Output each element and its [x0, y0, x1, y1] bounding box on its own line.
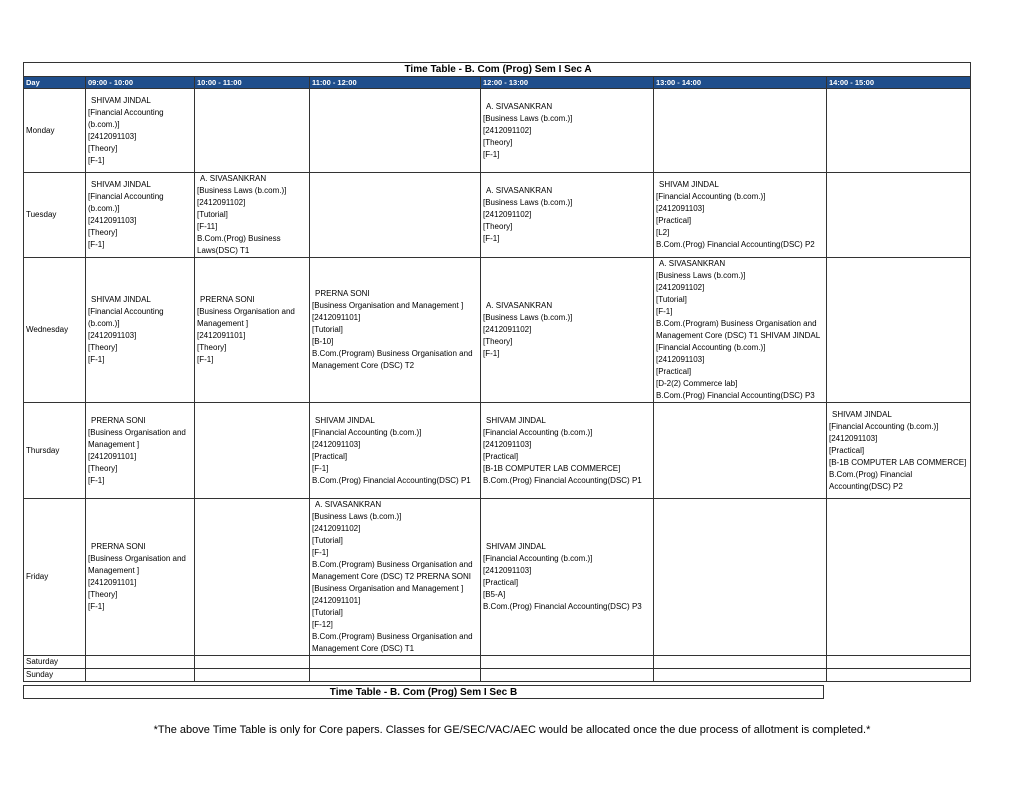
- slot-line: [F-1]: [88, 155, 105, 165]
- slot-line: [Business Organisation and Management ]: [312, 301, 464, 310]
- class-slot: [310, 656, 481, 669]
- slot-line: SHIVAM JINDAL: [315, 415, 375, 425]
- slot-line: [F-1]: [197, 355, 214, 364]
- column-header: 11:00 - 12:00: [310, 77, 481, 89]
- class-slot: [481, 669, 654, 682]
- slot-line: [Business Organisation and Management ]: [312, 584, 464, 593]
- slot-line: A. SIVASANKRAN: [486, 101, 553, 111]
- day-label: Thursday: [24, 403, 86, 499]
- slot-line: SHIVAM JINDAL: [91, 95, 151, 105]
- class-slot: [654, 258, 827, 403]
- slot-line: A. SIVASANKRAN: [200, 174, 267, 183]
- column-header: 13:00 - 14:00: [654, 77, 827, 89]
- class-slot: [654, 669, 827, 682]
- class-slot: [654, 173, 827, 258]
- slot-line: [F-1]: [483, 349, 500, 358]
- slot-line: [Financial Accounting (b.com.)]: [656, 343, 766, 352]
- day-label: Tuesday: [24, 173, 86, 258]
- slot-line: PRERNA SONI: [91, 542, 146, 551]
- slot-line: [Financial Accounting: [88, 192, 164, 201]
- column-header: 14:00 - 15:00: [827, 77, 971, 89]
- slot-line: [2412091102]: [483, 125, 532, 135]
- class-slot: [310, 89, 481, 173]
- slot-line: [2412091103]: [829, 433, 878, 443]
- slot-line: [2412091102]: [312, 524, 361, 533]
- slot-line: [Practical]: [656, 367, 692, 376]
- slot-line: SHIVAM JINDAL: [486, 415, 546, 425]
- column-header: 09:00 - 10:00: [86, 77, 195, 89]
- class-slot: [195, 173, 310, 258]
- slot-line: B.Com.(Prog) Financial Accounting(DSC) P3: [656, 391, 815, 400]
- slot-line: [2412091103]: [483, 566, 532, 575]
- slot-line: A. SIVASANKRAN: [486, 186, 553, 195]
- day-row: [24, 656, 971, 669]
- class-slot: [310, 499, 481, 656]
- slot-line: [D-2(2) Commerce lab]: [656, 379, 738, 388]
- class-slot: [654, 89, 827, 173]
- slot-line: SHIVAM JINDAL: [91, 180, 151, 189]
- slot-line: (b.com.)]: [88, 319, 120, 328]
- slot-line: [F-1]: [312, 548, 329, 557]
- slot-line: Management Core (DSC) T1: [312, 644, 415, 653]
- slot-line: [F-1]: [656, 307, 673, 316]
- slot-line: [2412091101]: [197, 331, 246, 340]
- footnote: *The above Time Table is only for Core papers. Classes for GE/SEC/VAC/AEC would be allocated once the due process of allotment is completed.*: [153, 724, 871, 736]
- slot-line: [Business Laws (b.com.)]: [483, 198, 573, 207]
- slot-line: [Business Laws (b.com.)]: [656, 271, 746, 280]
- class-slot: [827, 656, 971, 669]
- day-row: [24, 173, 971, 258]
- class-slot: [827, 669, 971, 682]
- day-label: Friday: [24, 499, 86, 656]
- class-slot: [195, 258, 310, 403]
- slot-line: B.Com.(Prog) Financial: [829, 469, 913, 479]
- slot-line: [2412091103]: [88, 331, 137, 340]
- slot-line: (b.com.)]: [88, 204, 120, 213]
- slot-line: [Financial Accounting (b.com.)]: [483, 427, 593, 437]
- slot-line: [F-1]: [88, 240, 105, 249]
- slot-line: [2412091103]: [312, 439, 361, 449]
- slot-line: SHIVAM JINDAL: [486, 542, 546, 551]
- slot-line: [Theory]: [88, 228, 118, 237]
- class-slot: [195, 499, 310, 656]
- class-slot: [827, 258, 971, 403]
- slot-line: [Theory]: [88, 590, 118, 599]
- column-header: 12:00 - 13:00: [481, 77, 654, 89]
- slot-line: [Financial Accounting (b.com.)]: [829, 421, 939, 431]
- slot-line: Management Core (DSC) T2 PRERNA SONI: [312, 572, 472, 581]
- slot-line: Management Core (DSC) T2: [312, 361, 415, 370]
- slot-line: B.Com.(Prog) Financial Accounting(DSC) P1: [312, 475, 471, 485]
- class-slot: [86, 403, 195, 499]
- slot-line: [Theory]: [483, 222, 513, 231]
- class-slot: [310, 669, 481, 682]
- slot-line: [Tutorial]: [656, 295, 687, 304]
- slot-line: [F-1]: [88, 475, 105, 485]
- class-slot: [86, 656, 195, 669]
- slot-line: [2412091101]: [312, 313, 361, 322]
- slot-line: [F-1]: [483, 149, 500, 159]
- slot-line: A. SIVASANKRAN: [486, 301, 553, 310]
- slot-line: [Practical]: [483, 451, 519, 461]
- day-label: Saturday: [24, 656, 86, 669]
- slot-line: [B-1B COMPUTER LAB COMMERCE]: [483, 463, 621, 473]
- slot-line: [L2]: [656, 228, 670, 237]
- timetable-sec-a: [23, 62, 971, 682]
- timetable-title: Time Table - B. Com (Prog) Sem I Sec A: [24, 63, 971, 77]
- slot-line: [Business Organisation and: [88, 427, 186, 437]
- slot-line: [2412091101]: [88, 578, 137, 587]
- slot-line: PRERNA SONI: [315, 289, 370, 298]
- slot-line: [2412091103]: [656, 355, 705, 364]
- slot-line: [Tutorial]: [197, 210, 228, 219]
- slot-line: [Theory]: [88, 463, 118, 473]
- slot-line: SHIVAM JINDAL: [91, 295, 151, 304]
- slot-line: [F-11]: [197, 222, 218, 231]
- slot-line: B.Com.(Program) Business Organisation and: [656, 319, 817, 328]
- slot-line: B.Com.(Prog) Financial Accounting(DSC) P2: [656, 240, 815, 249]
- slot-line: Management ]: [88, 566, 140, 575]
- class-slot: [827, 89, 971, 173]
- slot-line: [Practical]: [312, 451, 348, 461]
- slot-line: [2412091103]: [483, 439, 532, 449]
- slot-line: B.Com.(Program) Business Organisation and: [312, 349, 473, 358]
- slot-line: B.Com.(Prog) Business: [197, 234, 281, 243]
- slot-line: [Business Organisation and: [88, 554, 186, 563]
- day-label: Monday: [24, 89, 86, 173]
- class-slot: [86, 669, 195, 682]
- slot-line: [F-1]: [88, 355, 105, 364]
- slot-line: Laws(DSC) T1: [197, 246, 250, 255]
- class-slot: [86, 173, 195, 258]
- slot-line: [F-1]: [483, 234, 500, 243]
- slot-line: [B-10]: [312, 337, 334, 346]
- slot-line: [Theory]: [197, 343, 227, 352]
- day-row: [24, 499, 971, 656]
- class-slot: [86, 89, 195, 173]
- class-slot: [827, 403, 971, 499]
- slot-line: [Tutorial]: [312, 608, 343, 617]
- slot-line: [2412091103]: [88, 216, 137, 225]
- slot-line: B.Com.(Program) Business Organisation and: [312, 560, 473, 569]
- slot-line: A. SIVASANKRAN: [315, 500, 382, 509]
- slot-line: A. SIVASANKRAN: [659, 259, 726, 268]
- class-slot: [481, 258, 654, 403]
- class-slot: [481, 89, 654, 173]
- header-row: [24, 77, 971, 89]
- class-slot: [827, 173, 971, 258]
- class-slot: [310, 173, 481, 258]
- slot-line: [2412091102]: [197, 198, 246, 207]
- slot-line: [2412091102]: [483, 325, 532, 334]
- slot-line: PRERNA SONI: [91, 415, 146, 425]
- slot-line: [Financial Accounting (b.com.)]: [312, 427, 422, 437]
- class-slot: [195, 403, 310, 499]
- slot-line: SHIVAM JINDAL: [832, 409, 892, 419]
- slot-line: [Theory]: [88, 343, 118, 352]
- slot-line: [Business Laws (b.com.)]: [197, 186, 287, 195]
- slot-line: [2412091101]: [312, 596, 361, 605]
- class-slot: [310, 258, 481, 403]
- slot-line: [Business Laws (b.com.)]: [312, 512, 402, 521]
- slot-line: [B5-A]: [483, 590, 506, 599]
- class-slot: [86, 258, 195, 403]
- slot-line: [2412091103]: [88, 131, 137, 141]
- class-slot: [86, 499, 195, 656]
- class-slot: [827, 499, 971, 656]
- day-row: [24, 258, 971, 403]
- section-b-title: Time Table - B. Com (Prog) Sem I Sec B: [23, 685, 824, 699]
- class-slot: [654, 403, 827, 499]
- slot-line: Management Core (DSC) T1 SHIVAM JINDAL: [656, 331, 821, 340]
- slot-line: [F-1]: [312, 463, 329, 473]
- slot-line: [2412091101]: [88, 451, 137, 461]
- slot-line: [F-1]: [88, 602, 105, 611]
- class-slot: [310, 403, 481, 499]
- class-slot: [654, 656, 827, 669]
- slot-line: [Theory]: [483, 137, 513, 147]
- slot-line: B.Com.(Prog) Financial Accounting(DSC) P1: [483, 475, 642, 485]
- slot-line: [Business Organisation and: [197, 307, 295, 316]
- slot-line: [Financial Accounting: [88, 107, 164, 117]
- class-slot: [654, 499, 827, 656]
- slot-line: [Business Laws (b.com.)]: [483, 313, 573, 322]
- slot-line: [Financial Accounting (b.com.)]: [483, 554, 593, 563]
- slot-line: B.Com.(Program) Business Organisation and: [312, 632, 473, 641]
- slot-line: [Theory]: [88, 143, 118, 153]
- slot-line: [2412091102]: [656, 283, 705, 292]
- slot-line: [Theory]: [483, 337, 513, 346]
- slot-line: Management ]: [197, 319, 249, 328]
- slot-line: [Practical]: [483, 578, 519, 587]
- slot-line: [F-12]: [312, 620, 333, 629]
- class-slot: [481, 499, 654, 656]
- day-row: [24, 403, 971, 499]
- day-row: [24, 89, 971, 173]
- day-row: [24, 669, 971, 682]
- slot-line: [B-1B COMPUTER LAB COMMERCE]: [829, 457, 967, 467]
- slot-line: [2412091102]: [483, 210, 532, 219]
- slot-line: [Business Laws (b.com.)]: [483, 113, 573, 123]
- slot-line: Accounting(DSC) P2: [829, 481, 903, 491]
- class-slot: [481, 173, 654, 258]
- class-slot: [195, 669, 310, 682]
- class-slot: [195, 656, 310, 669]
- slot-line: [Financial Accounting: [88, 307, 164, 316]
- day-label: Sunday: [24, 669, 86, 682]
- class-slot: [195, 89, 310, 173]
- slot-line: PRERNA SONI: [200, 295, 255, 304]
- slot-line: [Practical]: [829, 445, 865, 455]
- day-label: Wednesday: [24, 258, 86, 403]
- slot-line: [Tutorial]: [312, 536, 343, 545]
- slot-line: (b.com.)]: [88, 119, 120, 129]
- slot-line: [Financial Accounting (b.com.)]: [656, 192, 766, 201]
- class-slot: [481, 403, 654, 499]
- slot-line: SHIVAM JINDAL: [659, 180, 719, 189]
- slot-line: [Tutorial]: [312, 325, 343, 334]
- class-slot: [481, 656, 654, 669]
- column-header: 10:00 - 11:00: [195, 77, 310, 89]
- slot-line: Management ]: [88, 439, 140, 449]
- column-header: Day: [24, 77, 86, 89]
- slot-line: [2412091103]: [656, 204, 705, 213]
- slot-line: B.Com.(Prog) Financial Accounting(DSC) P3: [483, 602, 642, 611]
- slot-line: [Practical]: [656, 216, 692, 225]
